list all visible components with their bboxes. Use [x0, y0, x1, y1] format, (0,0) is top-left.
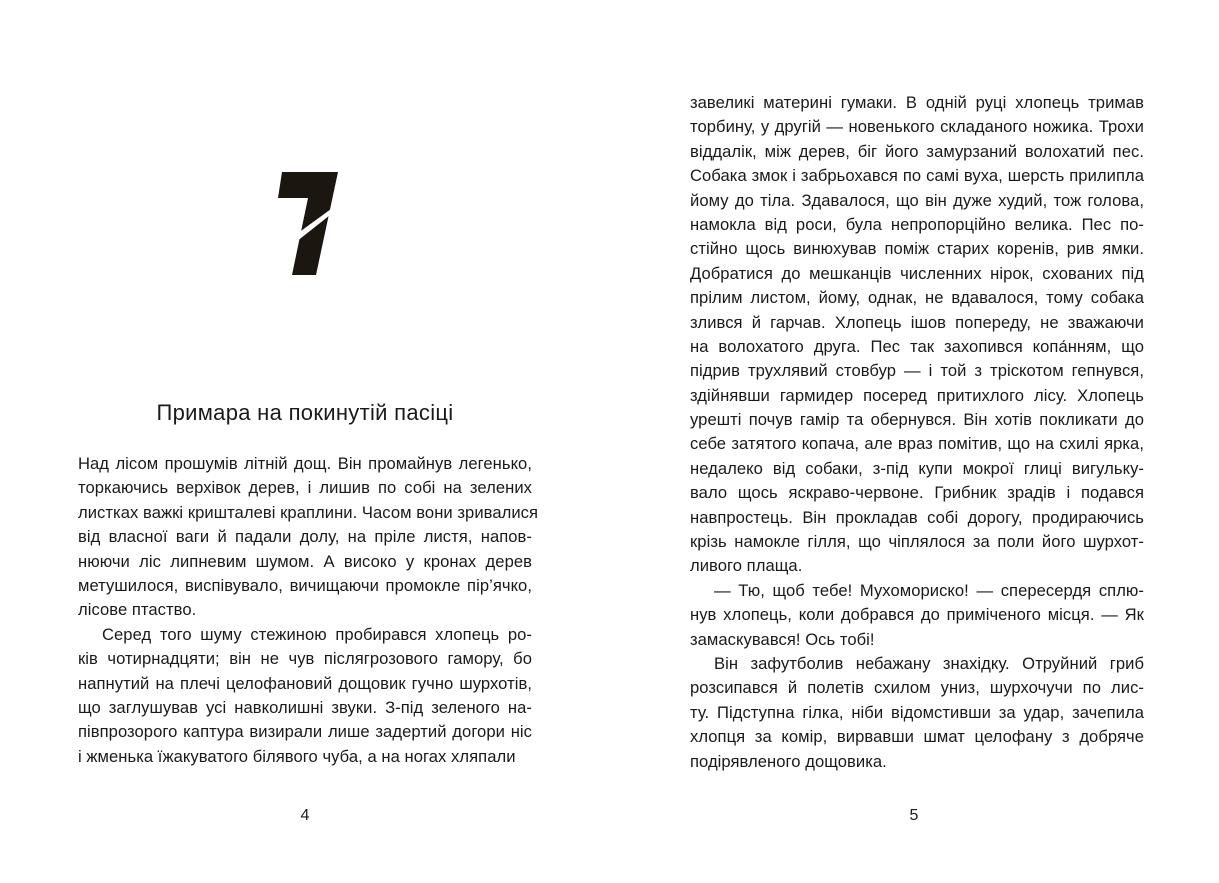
text-line: урешті почув гамір та обернувся. Він хотів покликати до: [690, 410, 1144, 430]
text-line: замаскувався! Ось тобі!: [690, 629, 875, 649]
text-line: метушилося, виспівувало, вичищаючи промокле пір’ячко,: [78, 575, 532, 595]
text-line: півпрозорого каптура визирали лише задертий догори ніс: [78, 722, 532, 742]
text-line: Він зафутболив небажану знахідку. Отруйний гриб: [714, 653, 1144, 673]
text-line: Серед того шуму стежиною пробирався хлопець ро-: [102, 624, 532, 644]
chapter-title: Примара на покинутій пасіці: [156, 400, 454, 425]
text-line: листках важкі кришталеві краплини. Часом вони зривалися: [78, 502, 539, 522]
text-line: себе затятого копача, але враз помітив, що на схилі ярка,: [690, 434, 1144, 454]
left-page: [0, 0, 609, 883]
text-line: торбину, у другій — новенького складаного ножика. Трохи: [690, 117, 1144, 137]
text-line: і жменька їжакуватого білявого чуба, а на ногах хляпали: [78, 746, 516, 766]
right-body-text: [690, 91, 1144, 774]
text-line: ливого плаща.: [690, 556, 803, 576]
left-body-text: [78, 452, 539, 769]
text-line: стійно щось винюхував поміж старих коренів, рив ямки.: [690, 239, 1144, 259]
text-line: від власної ваги й падали долу, на пріле листя, напов-: [78, 527, 532, 547]
text-line: прілим листом, йому, однак, не вдавалося, тому собака: [690, 288, 1144, 308]
text-line: намокла від роси, була непропорційно велика. Пес по-: [690, 214, 1144, 234]
text-line: ту. Підступна гілка, ніби відомстивши за удар, зачепила: [690, 702, 1144, 722]
text-line: ків чотирнадцяти; він не чув післягрозового гамору, бо: [78, 649, 532, 669]
text-line: Собака змок і забрьохався по самі вуха, шерсть прилипла: [690, 166, 1144, 186]
text-line: торкаючись верхівок дерев, і лишив по собі на зелених: [78, 478, 532, 498]
text-line: нув хлопець, коли добрався до приміченого місця. — Як: [690, 605, 1144, 625]
text-line: лісове птаство.: [78, 600, 197, 620]
text-line: здійнявши гармидер посеред притихлого лісу. Хлопець: [690, 385, 1144, 405]
text-line: напнутий на плечі целофановий дощовик гучно шурхотів,: [78, 673, 532, 693]
text-line: вало щось яскраво-червоне. Грибник зрадів і подався: [690, 483, 1144, 503]
right-page: [610, 0, 1219, 883]
text-line: нюючи ліс липневим шумом. А високо у кронах дерев: [78, 551, 532, 571]
text-line: Добратися до мешканців численних нірок, схованих під: [690, 263, 1144, 283]
text-line: Над лісом прошумів літній дощ. Він промайнув легенько,: [78, 454, 532, 473]
text-line: навпростець. Він прокладав собі дорогу, продираючись: [690, 507, 1144, 527]
text-line: злився й гарчав. Хлопець ішов попереду, не зважаючи: [690, 312, 1144, 332]
text-line: підрив трухлявий стовбур — і той з тріскотом гепнувся,: [690, 361, 1144, 381]
text-line: недалеко від собаки, з-під купи мокрої глиці вигульку-: [690, 458, 1144, 478]
text-line: хлопця за комір, вирвавши шмат целофану з добряче: [690, 727, 1144, 747]
page-number-right: 5: [909, 807, 919, 824]
text-line: подірявленого дощовика.: [690, 751, 887, 771]
text-line: — Тю, щоб тебе! Мухомориско! — спересердя сплю-: [714, 580, 1144, 600]
text-line: на волохатого друга. Пес так захопився копа́нням, що: [690, 336, 1144, 356]
text-line: крізь намокле гілля, що чіплялося за поли його шурхот-: [690, 532, 1144, 552]
chapter-number-glyph: [276, 168, 346, 278]
page-number-left: 4: [300, 807, 310, 824]
text-line: йому до тіла. Здавалося, що він дуже худий, тож голова,: [690, 190, 1144, 210]
text-line: віддалік, між дерев, біг його замурзаний волохатий пес.: [690, 141, 1144, 161]
text-line: завеликі материні гумаки. В одній руці хлопець тримав: [690, 93, 1144, 112]
text-line: що заглушував усі навколишні звуки. З-під зеленого на-: [78, 697, 532, 717]
text-line: розсипався й полетів схилом униз, шурхочучи по лис-: [690, 678, 1144, 698]
